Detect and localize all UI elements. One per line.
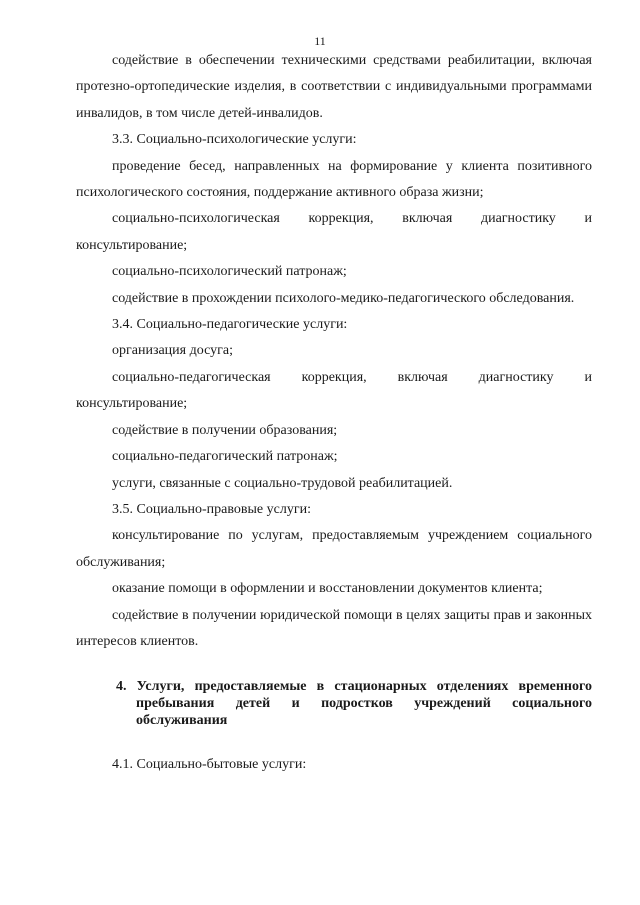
subsection-title: 4.1. Социально-бытовые услуги:	[112, 757, 307, 773]
paragraph: содействие в получении образования;	[112, 422, 338, 438]
paragraph: 3.5. Социально-правовые услуги:	[112, 501, 311, 517]
paragraph: услуги, связанные с социально-трудовой реабилитацией.	[112, 475, 453, 491]
paragraph: социально-психологическая коррекция, включая диагностику и консультирование;	[76, 211, 592, 253]
paragraph: социально-педагогический патронаж;	[112, 449, 338, 465]
paragraph: социально-психологический патронаж;	[112, 264, 347, 280]
paragraph: социально-педагогическая коррекция, включая диагностику и консультирование;	[76, 369, 592, 412]
paragraph: оказание помощи в оформлении и восстановлении документов клиента;	[112, 581, 543, 597]
paragraph: содействие в прохождении психолого-медико-педагогического обследования.	[112, 290, 575, 306]
paragraph: содействие в обеспечении техническими средствами реабилитации, включая протезно-ортопедические изделия, в соответствии с индивидуальными программами инвалидов, в том числе детей-инвалидов.	[76, 53, 592, 121]
paragraph: консультирование по услугам, предоставляемым учреждением социального обслуживания;	[76, 528, 592, 570]
paragraph: организация досуга;	[112, 343, 233, 359]
document-body	[76, 48, 592, 779]
paragraph: 3.3. Социально-психологические услуги:	[112, 132, 357, 148]
paragraph: содействие в получении юридической помощи в целях защиты прав и законных интересов клиентов.	[76, 607, 592, 649]
section-heading: 4. Услуги, предоставляемые в стационарных отделениях временного пребывания детей и подростков учреждений социального обслуживания	[116, 679, 592, 729]
paragraph: 3.4. Социально-педагогические услуги:	[112, 317, 348, 333]
page-number: 11	[314, 34, 326, 48]
paragraph: проведение бесед, направленных на формирование у клиента позитивного психологического состояния, поддержание активного образа жизни;	[76, 158, 592, 201]
